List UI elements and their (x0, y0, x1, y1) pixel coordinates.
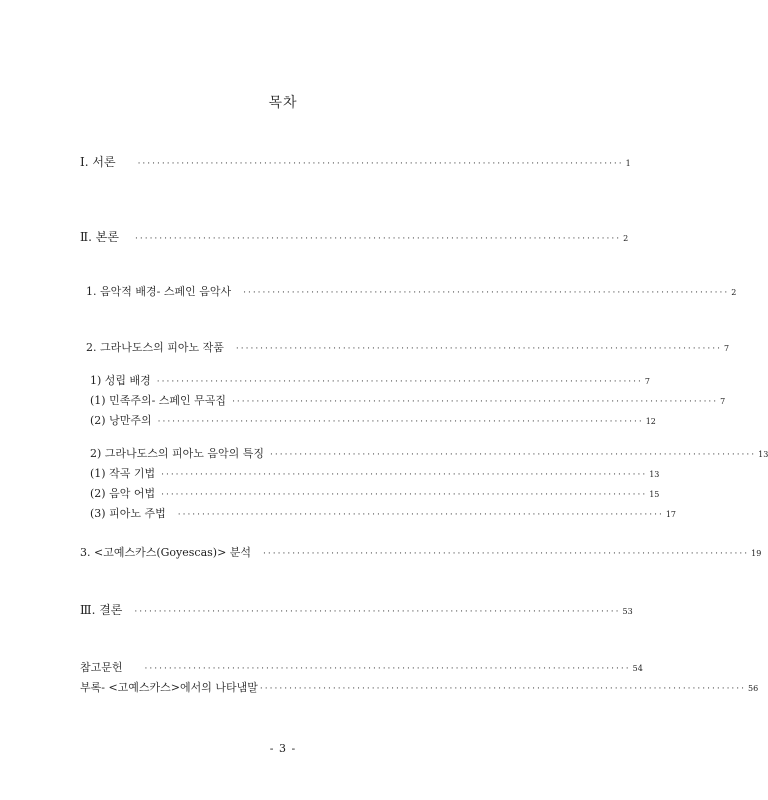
toc-entry-label: 2. 그라나도스의 피아노 작품 (86, 341, 224, 354)
toc-entry-main-body[interactable] (80, 229, 629, 245)
toc-page-number: 53 (622, 607, 633, 616)
toc-page-number: 17 (665, 510, 676, 519)
toc-page-number: 13 (758, 450, 768, 459)
toc-entry-label: 부록- <고예스카스>에서의 나타냄말 (80, 681, 258, 694)
toc-leader-dots: ···································································································· (177, 510, 664, 520)
toc-leader-dots: ···································································································· (134, 607, 621, 617)
toc-page-number: 13 (649, 470, 660, 479)
toc-leader-dots: ···································································································· (232, 397, 719, 407)
toc-page-number: 2 (623, 234, 629, 243)
toc-leader-dots: ···································································································· (137, 159, 624, 169)
toc-page-number: 56 (748, 684, 759, 693)
toc-entry-appendix[interactable] (80, 680, 759, 696)
toc-entry-label: 1) 성립 배경 (90, 374, 151, 387)
toc-page-number: 7 (720, 397, 726, 406)
toc-entry-item-2-2-3[interactable] (90, 506, 676, 522)
toc-leader-dots: ···································································································· (263, 549, 750, 559)
toc-entry-label: Ⅲ. 결론 (80, 603, 123, 617)
toc-page-number: 12 (645, 417, 656, 426)
toc-leader-dots: ···································································································· (161, 490, 648, 500)
toc-entry-item-2-2-2[interactable] (90, 486, 660, 502)
toc-page-number: 2 (731, 288, 737, 297)
toc-leader-dots: ···································································································· (134, 234, 622, 244)
toc-leader-dots: ···································································································· (243, 288, 730, 298)
toc-entry-section-1[interactable] (86, 284, 737, 300)
toc-entry-label: Ⅰ. 서론 (80, 155, 116, 169)
toc-entry-section-3[interactable] (80, 545, 762, 561)
toc-entry-label: 참고문헌 (80, 661, 123, 674)
toc-entry-label: 2) 그라나도스의 피아노 음악의 특징 (90, 447, 265, 460)
toc-entry-label: (3) 피아노 주법 (90, 507, 166, 520)
toc-leader-dots: ···································································································· (235, 344, 722, 354)
toc-page-number: 54 (632, 664, 643, 673)
toc-leader-dots: ···································································································· (144, 664, 631, 674)
toc-page-number: 15 (649, 490, 660, 499)
toc-entry-label: Ⅱ. 본론 (80, 230, 119, 244)
toc-entry-item-2-1-1[interactable] (90, 393, 726, 409)
toc-entry-label: (2) 음악 어법 (90, 487, 156, 500)
toc-leader-dots: ···································································································· (156, 377, 643, 387)
toc-entry-label: 1. 음악적 배경- 스페인 음악사 (86, 285, 232, 298)
toc-page-number: 19 (751, 549, 762, 558)
page-title: 목차 (268, 95, 298, 111)
toc-page-number: 7 (644, 377, 650, 386)
toc-entry-section-2[interactable] (86, 340, 730, 356)
toc-entry-references[interactable] (80, 660, 643, 676)
toc-entry-subsection-2-2[interactable] (90, 446, 768, 462)
toc-entry-label: (1) 작곡 기법 (90, 467, 156, 480)
toc-entry-label: (2) 낭만주의 (90, 414, 152, 427)
toc-leader-dots: ···································································································· (270, 450, 757, 460)
toc-leader-dots: ···································································································· (157, 417, 644, 427)
toc-entry-introduction[interactable] (80, 154, 631, 170)
toc-entry-subsection-2-1[interactable] (90, 373, 650, 389)
toc-page-number: 7 (723, 344, 730, 353)
toc-page-number: 1 (625, 159, 631, 168)
toc-entry-label: (1) 민족주의- 스페인 무곡집 (90, 394, 227, 407)
toc-leader-dots: ···································································································· (161, 470, 648, 480)
toc-entry-item-2-2-1[interactable] (90, 466, 660, 482)
toc-entry-label: 3. <고예스카스(Goyescas)> 분석 (80, 546, 252, 559)
toc-entry-item-2-1-2[interactable] (90, 413, 656, 429)
toc-entry-conclusion[interactable] (80, 602, 633, 618)
toc-leader-dots: ···································································································· (259, 684, 747, 694)
page-number-footer: - 3 - (269, 742, 297, 755)
